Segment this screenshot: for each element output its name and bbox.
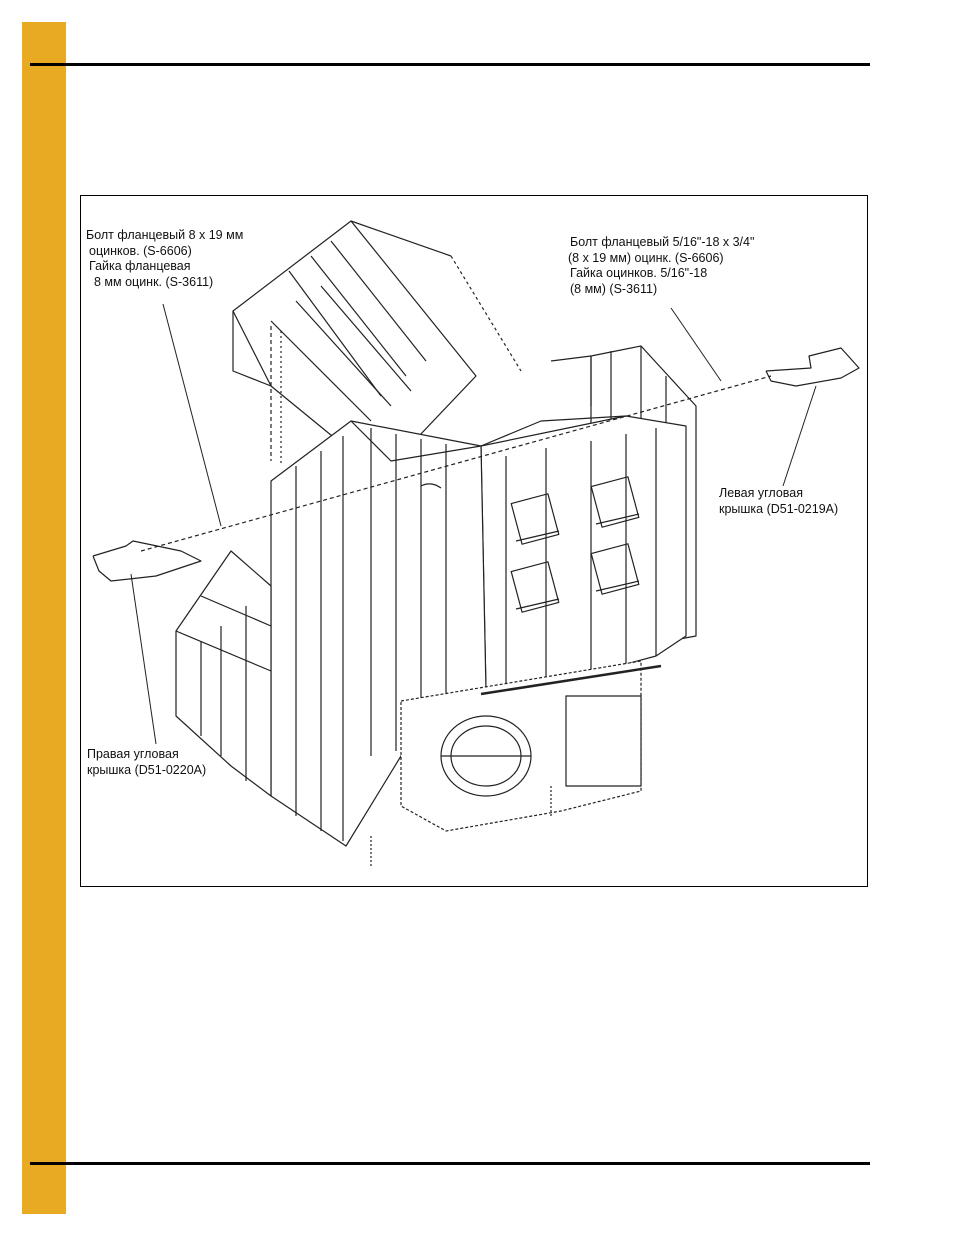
center-right-panel — [481, 416, 686, 696]
callout-line: оцинков. (S-6606) — [89, 243, 192, 258]
callout-line: крышка (D51-0219A) — [719, 501, 839, 516]
assembly-figure — [80, 195, 868, 887]
left-corner-cover-part — [766, 348, 859, 386]
callout-right-cover — [87, 747, 206, 778]
callout-left-cover — [719, 486, 838, 517]
callout-line: Правая угловая — [87, 747, 179, 761]
callout-top-right — [570, 235, 754, 297]
header-rule — [30, 63, 870, 66]
callout-line: 8 мм оцинк. (S-3611) — [94, 274, 214, 289]
callout-line: Левая угловая — [719, 486, 803, 500]
callout-line: Гайка фланцевая — [89, 259, 191, 273]
callout-line: Болт фланцевый 5/16"-18 x 3/4" — [570, 235, 755, 249]
callout-line: Гайка оцинков. 5/16"-18 — [570, 266, 708, 280]
side-color-bar — [22, 22, 66, 1214]
assembly-drawing — [81, 196, 868, 887]
callout-line: Болт фланцевый 8 x 19 мм — [86, 228, 244, 242]
callout-line: (8 мм) (S-3611) — [570, 281, 658, 296]
callout-top-left — [86, 228, 243, 290]
footer-rule — [30, 1162, 870, 1165]
right-corner-cover-part — [93, 541, 201, 581]
callout-line: (8 x 19 мм) оцинк. (S-6606) — [568, 250, 724, 265]
callout-line: крышка (D51-0220A) — [87, 762, 207, 777]
